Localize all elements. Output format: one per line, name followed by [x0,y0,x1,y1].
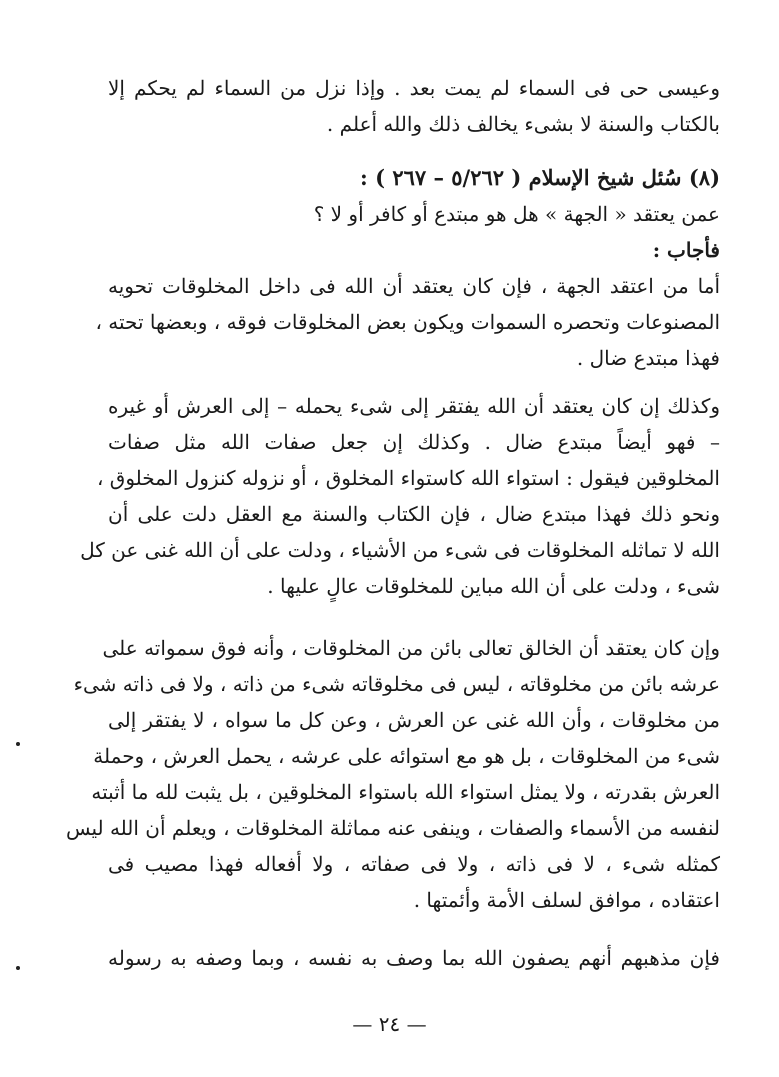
text-line: فإن مذهبهم أنهم يصفون الله بما وصف به نفسه ، وبما وصفه به رسوله [108,946,720,970]
text-line: وعيسى حى فى السماء لم يمت بعد . وإذا نزل من السماء لم يحكم إلا [108,76,720,100]
text-line: لنفسه من الأسماء والصفات ، وينفى عنه مماثلة المخلوقات ، ويعلم أن الله ليس [65,816,720,840]
intro-paragraph [108,70,720,142]
text-line: فهذا مبتدع ضال . [576,346,720,370]
text-line: المخلوقين فيقول : استواء الله كاستواء المخلوق ، أو نزوله كنزول المخلوق ، [96,466,720,490]
scan-speck [16,966,20,970]
text-line: عرشه بائن من مخلوقاته ، ليس فى مخلوقاته شىء من ذاته ، ولا فى ذاته شىء [73,672,720,696]
paragraph-2 [80,388,720,604]
text-line: وكذلك إن كان يعتقد أن الله يفتقر إلى شىء يحمله – إلى العرش أو غيره [108,394,720,418]
text-line: الله لا تماثله المخلوقات فى شىء من الأشياء ، ودلت على أن الله غنى عن كل [80,538,720,562]
text-line: العرش بقدرته ، ولا يمثل استواء الله باستواء المخلوقين ، بل يثبت لله ما أثبته [91,780,720,804]
text-line: كمثله شىء ، لا فى ذاته ، ولا فى صفاته ، ولا أفعاله فهذا مصيب فى [108,852,720,876]
page-number: — ٢٤ — [352,1012,427,1036]
paragraph-3 [65,630,720,918]
text-line: المصنوعات وتحصره السموات ويكون بعض المخلوقات فوقه ، وبعضها تحته ، [95,310,720,334]
text-line: شىء ، ودلت على أن الله مباين للمخلوقات عالٍ عليها . [267,574,720,598]
question-section [108,160,720,268]
scan-speck [16,742,20,746]
text-line: بالكتاب والسنة لا بشىء يخالف ذلك والله أعلم . [326,112,720,136]
text-line: – فهو أيضاً مبتدع ضال . وكذلك إن جعل صفات الله مثل صفات [108,430,720,454]
answer-label: فأجاب : [652,238,720,262]
text-line: شىء من المخلوقات ، بل هو مع استوائه على عرشه ، يحمل العرش ، وحملة [93,744,720,768]
paragraph-1 [95,268,720,376]
text-line: من مخلوقات ، وأن الله غنى عن العرش ، وعن كل ما سواه ، لا يفتقر إلى [108,708,720,732]
question-text: عمن يعتقد « الجهة » هل هو مبتدع أو كافر أو لا ؟ [313,202,720,226]
text-line: ونحو ذلك فهذا مبتدع ضال ، فإن الكتاب والسنة مع العقل دلت على أن [108,502,720,526]
text-line: اعتقاده ، موافق لسلف الأمة وأئمتها . [413,888,720,912]
fatwa-heading: (٨) سُئل شيخ الإسلام ( ٥/٢٦٢ – ٢٦٧ ) : [360,165,720,190]
text-line: أما من اعتقد الجهة ، فإن كان يعتقد أن الله فى داخل المخلوقات تحويه [108,274,720,298]
text-line: وإن كان يعتقد أن الخالق تعالى بائن من المخلوقات ، وأنه فوق سمواته على [102,636,720,660]
paragraph-4 [108,940,720,976]
